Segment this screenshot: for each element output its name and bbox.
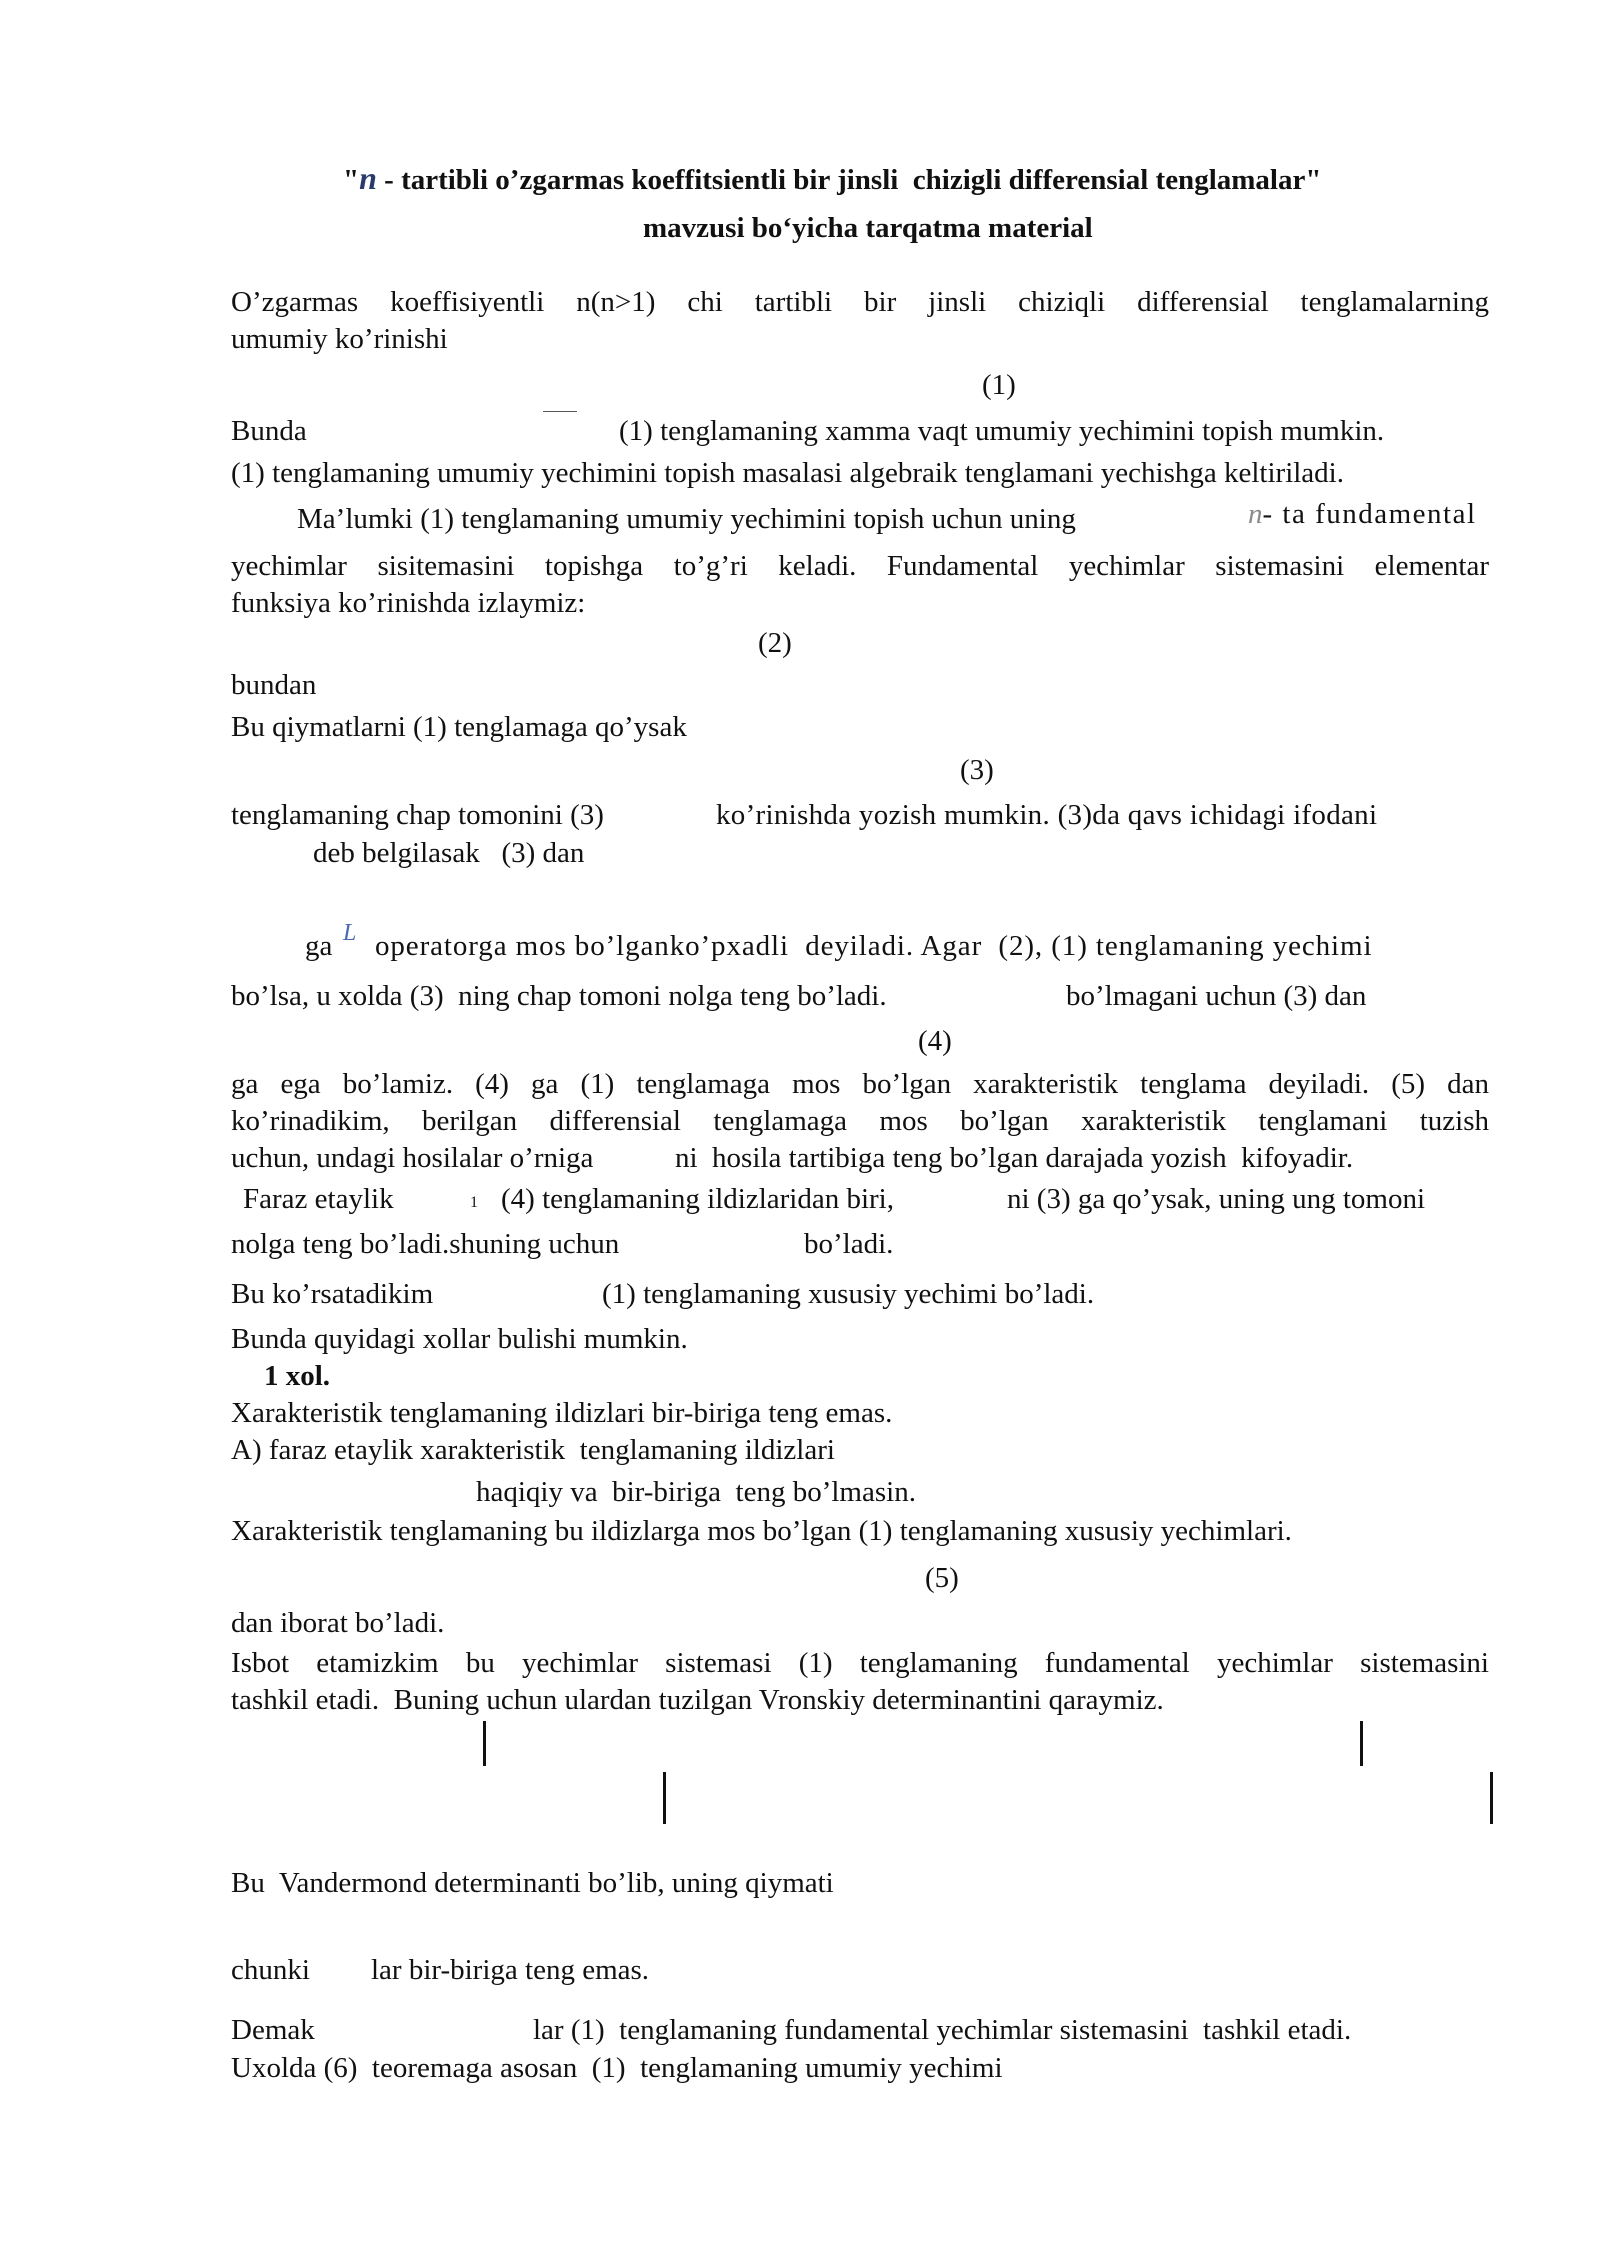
n-symbol: n: [359, 160, 377, 196]
determinant-bar-left-1: [483, 1721, 486, 1766]
uxolda-line: Uxolda (6) teoremaga asosan (1) tenglamaning umumiy yechimi: [231, 2052, 1003, 2084]
paragraph-6-line-2: ko’rinadikim, berilgan differensial tenglamaga mos bo’lgan xarakteristik tenglamani tuzish: [231, 1105, 1489, 1137]
faraz-label: Faraz etaylik: [243, 1183, 394, 1215]
bundan-label: bundan: [231, 669, 317, 701]
determinant-bar-right-2: [1490, 1772, 1493, 1824]
case-1-line-4: Xarakteristik tenglamaning bu ildizlarga mos bo’lgan (1) tenglamaning xususiy yechimlari.: [231, 1515, 1292, 1547]
chunki-rest: lar bir-biriga teng emas.: [371, 1954, 650, 1986]
case-1-line-1: Xarakteristik tenglamaning ildizlari bir-biriga teng emas.: [231, 1397, 893, 1429]
ga-label: ga: [305, 930, 333, 962]
paragraph-6-line-1: ga ega bo’lamiz. (4) ga (1) tenglamaga mos bo’lgan xarakteristik tenglama deyiladi. (5) dan: [231, 1068, 1489, 1100]
paragraph-5-line-2b: bo’lmagani uchun (3) dan: [1066, 980, 1367, 1012]
equation-label-4: (4): [918, 1025, 952, 1057]
chunki-label: chunki: [231, 1954, 310, 1986]
equation-label-2: (2): [758, 627, 792, 659]
paragraph-2-line-1: (1) tenglamaning xamma vaqt umumiy yechimini topish mumkin.: [619, 415, 1385, 447]
paragraph-3-line-2: yechimlar sisitemasini topishga to’g’ri keladi. Fundamental yechimlar sistemasini elementar: [231, 550, 1489, 582]
isbot-line-1: Isbot etamizkim bu yechimlar sistemasi (1) tenglamaning fundamental yechimlar sistemasini: [231, 1647, 1489, 1679]
paragraph-1-line-1: O’zgarmas koeffisiyentli n(n>1) chi tartibli bir jinsli chiziqli differensial tenglamalarning: [231, 286, 1489, 318]
equation-label-1: (1): [982, 369, 1016, 401]
equation-label-5: (5): [925, 1562, 959, 1594]
paragraph-6-line-3b: ni hosila tartibiga teng bo’lgan darajada yozish kifoyadir.: [675, 1142, 1354, 1174]
paragraph-5-line-2a: bo’lsa, u xolda (3) ning chap tomoni nolga teng bo’ladi.: [231, 980, 887, 1012]
cases-intro: Bunda quyidagi xollar bulishi mumkin.: [231, 1323, 688, 1355]
paragraph-7-mid: (4) tenglamaning ildizlaridan biri,: [501, 1183, 894, 1215]
paragraph-7-line-2a: nolga teng bo’ladi.shuning uchun: [231, 1228, 620, 1260]
paragraph-8-a: Bu ko’rsatadikim: [231, 1278, 434, 1310]
dan-iborat-line: dan iborat bo’ladi.: [231, 1607, 445, 1639]
case-1-heading: 1 xol.: [264, 1360, 331, 1392]
paragraph-7-end: ni (3) ga qo’ysak, uning ung tomoni: [1007, 1183, 1426, 1215]
paragraph-3-line-1a: Ma’lumki (1) tenglamaning umumiy yechimini topish uchun uning: [297, 503, 1076, 535]
determinant-bar-left-2: [663, 1772, 666, 1824]
demak-label: Demak: [231, 2014, 315, 2046]
n-symbol: n: [1248, 498, 1263, 530]
paragraph-4-line-1b: ko’rinishda yozish mumkin. (3)da qavs ichidagi ifodani: [716, 799, 1378, 831]
determinant-bar-right-1: [1360, 1721, 1363, 1766]
vandermond-line: Bu Vandermond determinanti bo’lib, uning qiymati: [231, 1867, 834, 1899]
L-operator-symbol: L: [343, 920, 357, 946]
paragraph-1-line-2: umumiy ko’rinishi: [231, 323, 448, 355]
fraction-bar: [543, 411, 577, 412]
subscript-one: 1: [470, 1194, 478, 1211]
isbot-line-2: tashkil etadi. Buning uchun ulardan tuzilgan Vronskiy determinantini qaraymiz.: [231, 1684, 1164, 1716]
substitution-line: Bu qiymatlarni (1) tenglamaga qo’ysak: [231, 711, 687, 743]
paragraph-3-line-1b: n- ta fundamental: [1248, 498, 1477, 530]
equation-label-3: (3): [960, 754, 994, 786]
paragraph-5-line-1: operatorga mos bo’lganko’pxadli deyiladi. Agar (2), (1) tenglamaning yechimi: [375, 930, 1373, 962]
demak-rest: lar (1) tenglamaning fundamental yechimlar sistemasini tashkil etadi.: [533, 2014, 1352, 2046]
paragraph-8-b: (1) tenglamaning xususiy yechimi bo’ladi.: [602, 1278, 1095, 1310]
paragraph-2-line-2: (1) tenglamaning umumiy yechimini topish masalasi algebraik tenglamani yechishga keltiriladi.: [231, 457, 1344, 489]
paragraph-4-line-1a: tenglamaning chap tomonini (3): [231, 799, 604, 831]
page-title-line-2: mavzusi bo‘yicha tarqatma material: [643, 212, 1093, 244]
paragraph-6-line-3a: uchun, undagi hosilalar o’rniga: [231, 1142, 594, 1174]
bunda-label: Bunda: [231, 415, 307, 447]
paragraph-7-line-2b: bo’ladi.: [804, 1228, 894, 1260]
paragraph-4-line-2: deb belgilasak (3) dan: [313, 837, 585, 869]
page-title-line-1: "n - tartibli o’zgarmas koeffitsientli bir jinsli chizigli differensial tenglamalar": [343, 160, 1322, 196]
case-1-line-2: A) faraz etaylik xarakteristik tenglamaning ildizlari: [231, 1434, 835, 1466]
paragraph-3-line-3: funksiya ko’rinishda izlaymiz:: [231, 587, 586, 619]
case-1-line-3: haqiqiy va bir-biriga teng bo’lmasin.: [476, 1476, 916, 1508]
